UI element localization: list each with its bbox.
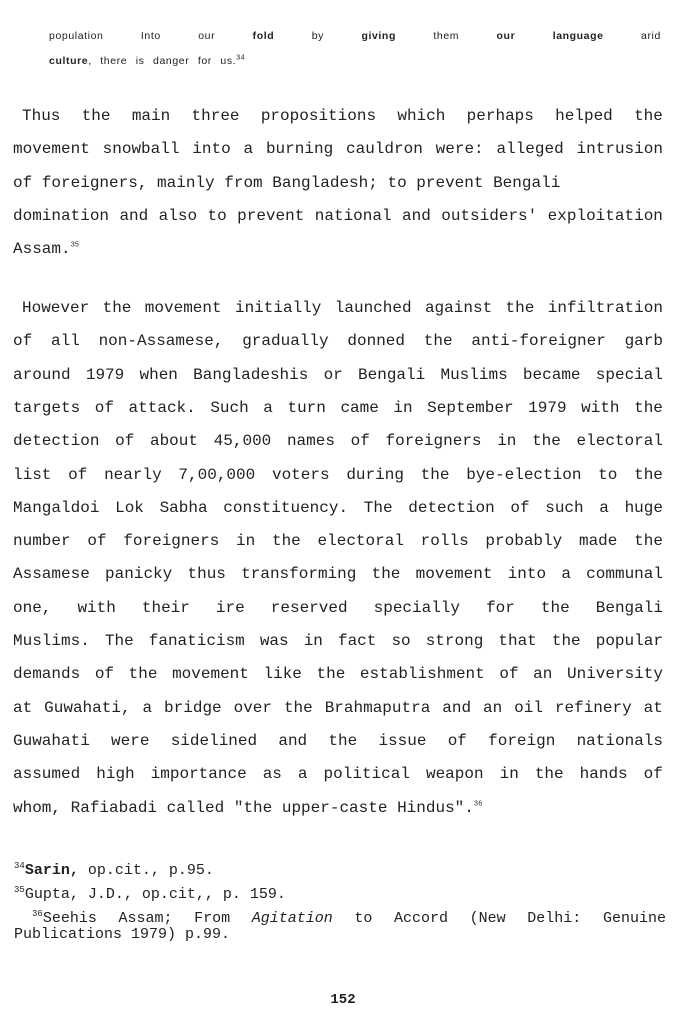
text-line: However the movement initially launched against the infiltration [22,299,663,317]
footnote-ref-34: 34 [236,54,246,62]
text-line: assumed high importance as a political weapon in the hands of [13,765,663,784]
footnote-35: $^{35}$Gupta, J.D., op.cit,, p. 159. [14,885,286,903]
page-number: 152 [330,992,356,1008]
text-line: whom, Rafiabadi called "the upper-caste Hindus".$^{36}$ [13,798,483,817]
text-line: Assamese panicky thus transforming the movement into a communal [13,565,663,584]
text-line: of all non-Assamese, gradually donned the anti-foreigner garb [13,332,663,351]
text-line: one, with their ire reserved specially for the Bengali [13,598,663,617]
text-line: number of foreigners in the electoral rolls probably made the [13,532,663,551]
text-line: Thus the main three propositions which perhaps helped the [22,107,663,125]
text-line: targets of attack. Such a turn came in September 1979 with the [13,398,663,417]
footnote-36: $^{36}$Seehis Assam; From Agitation to Accord (New Delhi: Genuine Publications 1979) p.99. [14,909,666,943]
text-line: detection of about 45,000 names of foreigners in the electoral [13,432,663,451]
text-line: Assam.$^{35}$ [13,240,80,259]
text-line: demands of the movement like the establishment of an University [13,665,663,684]
footnote-34: $^{34}$Sarin, op.cit., p.95. [14,861,214,879]
quote-word: fold [252,30,275,42]
quote-word: by [311,30,325,42]
quote-word: Into [140,30,161,42]
text-line: Muslims. The fanaticism was in fact so strong that the popular [13,632,663,650]
quote-word: our [496,30,516,42]
quote-word: giving [361,30,396,42]
text-line: list of nearly 7,00,000 voters during the bye-election to the [13,465,663,484]
text-line: of foreigners, mainly from Bangladesh; to prevent Bengali [13,173,561,192]
text-line: movement snowball into a burning cauldron were: alleged intrusion [13,140,663,159]
text-line: around 1979 when Bangladeshis or Bengali Muslims became special [13,365,663,384]
quote-line-1 [49,30,661,42]
text-line: domination and also to prevent national and outsiders' exploitation [13,206,663,225]
text-line: at Guwahati, a bridge over the Brahmaputra and an oil refinery at [13,698,663,717]
text-line: Guwahati were sidelined and the issue of foreign nationals [13,731,663,750]
quote-word: them [433,30,460,42]
footnote-ref-35: 35 [70,241,80,250]
quote-word: arid [641,30,661,42]
quote-bold-word: culture [49,55,89,67]
quote-line-2: culture, there is danger for us.$^{34}$ [49,54,246,67]
footnote-ref-36: 36 [473,800,483,809]
quote-word: population [49,30,104,42]
quote-word: language [552,30,604,42]
text-line: Mangaldoi Lok Sabha constituency. The detection of such a huge [13,498,663,517]
quote-word: our [198,30,216,42]
